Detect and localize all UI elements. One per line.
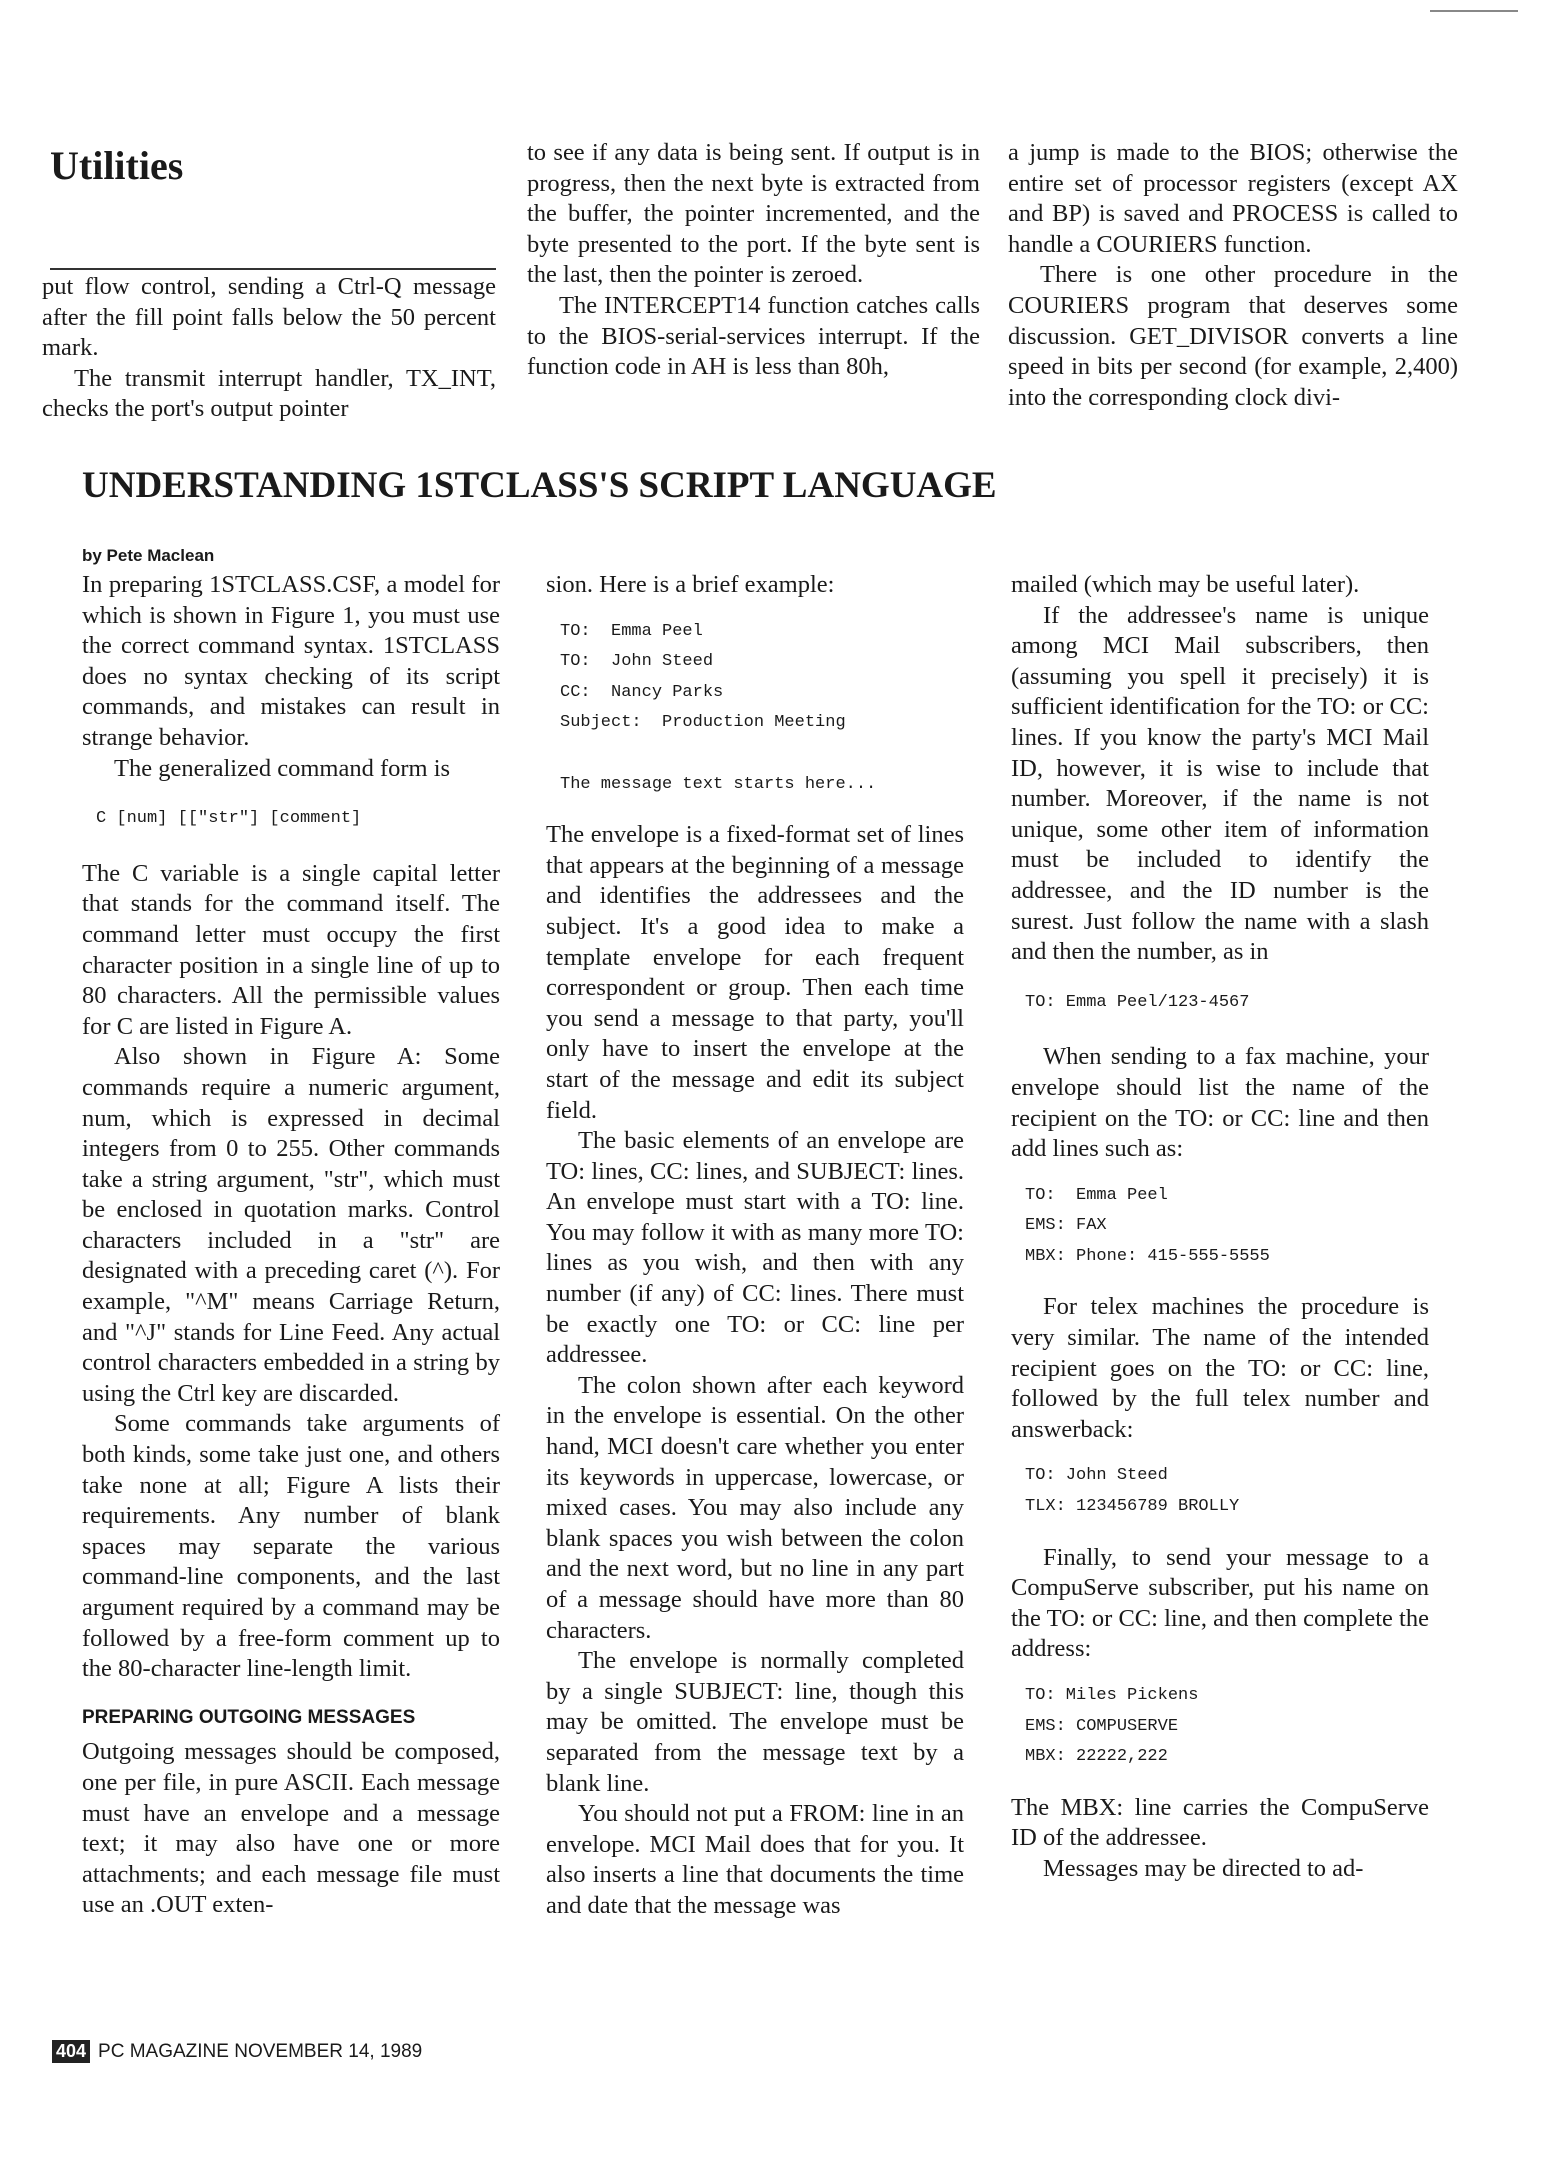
paragraph: When sending to a fax machine, your envelope should list the name of the recipient on the TO: or CC: line and then add lines such as: <box>1011 1043 1429 1163</box>
paragraph: If the addressee's name is unique among MCI Mail subscribers, then (assuming you spell it precisely) it is sufficient identification for the TO: or CC: lines. If you know the party's MCI Mail ID, however, it is wise to include that number. Moreover, if the name is not unique, some other item of information must be included to identify the addressee, and the ID number is the surest. Just follow the name with a slash and then the number, as in <box>1011 601 1429 966</box>
header-rule <box>50 268 496 270</box>
code-sample: TO: Emma Peel EMS: FAX MBX: Phone: 415-555-5555 <box>1025 1185 1270 1266</box>
top-col2-para: to see if any data is being sent. If output is in progress, then the next byte is extracted from the buffer, the pointer incremented, and the byte presented to the port. If the byte sent is the last, then the pointer is zeroed. <box>527 139 980 289</box>
top-col1-para: put flow control, sending a Ctrl-Q message after the fill point falls below the 50 percent mark. <box>42 273 496 362</box>
section-title: Utilities <box>50 143 184 188</box>
publication-line: PC MAGAZINE NOVEMBER 14, 1989 <box>98 2041 423 2062</box>
top-col2-para: The INTERCEPT14 function catches calls to the BIOS-serial-services interrupt. If the function code in AH is less than 80h, <box>527 291 980 381</box>
page-footer <box>52 2040 422 2063</box>
page-number: 404 <box>52 2040 90 2063</box>
sidebar-column-3 <box>1011 570 1429 1885</box>
paragraph: Messages may be directed to ad- <box>1043 1854 1364 1882</box>
paragraph: The generalized command form is <box>114 754 451 782</box>
code-sample: C [num] [["str"] [comment] <box>96 809 362 829</box>
paragraph: You should not put a FROM: line in an envelope. MCI Mail does that for you. It also inserts a line that documents the time and date that the message was <box>546 1800 964 1919</box>
code-sample: TO: John Steed TLX: 123456789 BROLLY <box>1025 1466 1240 1517</box>
paragraph: The colon shown after each keyword in the envelope is essential. On the other hand, MCI doesn't care whether you enter its keywords in uppercase, lowercase, or mixed cases. You may also include any blank spaces you wish between the colon and the next word, but no line in any part of a message should have more than 80 characters. <box>546 1371 964 1644</box>
top-column-2 <box>527 138 980 383</box>
paragraph: The MBX: line carries the CompuServe ID of the addressee. <box>1011 1793 1429 1852</box>
code-sample: TO: Miles Pickens EMS: COMPUSERVE MBX: 22222,222 <box>1025 1686 1199 1767</box>
paragraph: Finally, to send your message to a CompuServe subscriber, put his name on the TO: or CC: line, and then complete the address: <box>1011 1543 1429 1663</box>
top-column-3 <box>1008 138 1458 413</box>
byline: by Pete Maclean <box>82 546 215 565</box>
paragraph: mailed (which may be useful later). <box>1011 571 1360 598</box>
paragraph: Some commands take arguments of both kinds, some take just one, and others take none at all; Figure A lists their requirements. Any number of blank spaces may separate the various command-line components, and the last argument required by a command may be followed by a free-form comment up to the 80-character line-length limit. <box>82 1410 500 1683</box>
paragraph: Also shown in Figure A: Some commands require a numeric argument, num, which is expressed in decimal integers from 0 to 255. Other commands take a string argument, "str", which must be enclosed in quotation marks. Control characters included in a "str" are designated with a preceding caret (^). For example, "^M" means Carriage Return, and "^J" stands for Line Feed. Any actual control characters embedded in a string by using the Ctrl key are discarded. <box>82 1043 500 1407</box>
sidebar-column-2 <box>546 570 964 1922</box>
paragraph: For telex machines the procedure is very similar. The name of the intended recipient goes on the TO: or CC: line, followed by the full telex number and answerback: <box>1011 1293 1429 1443</box>
paragraph: The C variable is a single capital letter that stands for the command itself. The command letter must occupy the first character position in a single line of up to 80 characters. All the permissible values for C are listed in Figure A. <box>82 859 500 1040</box>
code-sample: TO: Emma Peel TO: John Steed CC: Nancy Parks Subject: Production Meeting The message text starts here... <box>560 621 877 794</box>
paragraph: The basic elements of an envelope are TO: lines, CC: lines, and SUBJECT: lines. An envelope must start with a TO: line. You may follow it with as many more TO: lines as you wish, and then with any number (if any) of CC: lines. There must be exactly one TO: or CC: line per addressee. <box>546 1127 964 1369</box>
paragraph: In preparing 1STCLASS.CSF, a model for which is shown in Figure 1, you must use the correct command syntax. 1STCLASS does no syntax checking of its script commands, and mistakes can result in strange behavior. <box>82 571 500 751</box>
sidebar-title: UNDERSTANDING 1STCLASS'S SCRIPT LANGUAGE <box>82 465 997 506</box>
paragraph: Outgoing messages should be composed, one per file, in pure ASCII. Each message must have an envelope and a message text; it may also have one or more attachments; and each message file must use an .OUT exten- <box>82 1738 500 1919</box>
paragraph: The envelope is a fixed-format set of lines that appears at the beginning of a message and identifies the addressees and the subject. It's a good idea to make a template envelope for each frequent correspondent or group. Then each time you send a message to that party, you'll only have to insert the envelope at the start of the message and edit its subject field. <box>546 821 964 1124</box>
sidebar-column-1 <box>82 570 500 1921</box>
top-column-1 <box>42 272 496 425</box>
top-col1-para: The transmit interrupt handler, TX_INT, checks the port's output pointer <box>42 364 496 423</box>
top-col3-para: There is one other procedure in the COURIERS program that deserves some discussion. GET_DIVISOR converts a line speed in bits per second (for example, 2,400) into the corresponding clock divi- <box>1008 261 1458 411</box>
paragraph: The envelope is normally completed by a single SUBJECT: line, though this may be omitted. The envelope must be separated from the message text by a blank line. <box>546 1647 964 1797</box>
code-sample: TO: Emma Peel/123-4567 <box>1025 992 1250 1012</box>
top-col3-para: a jump is made to the BIOS; otherwise the entire set of processor registers (except AX and BP) is saved and PROCESS is called to handle a COURIERS function. <box>1008 139 1458 258</box>
subhead: PREPARING OUTGOING MESSAGES <box>82 1706 416 1728</box>
corner-rule <box>1430 10 1518 12</box>
paragraph: sion. Here is a brief example: <box>546 571 835 598</box>
